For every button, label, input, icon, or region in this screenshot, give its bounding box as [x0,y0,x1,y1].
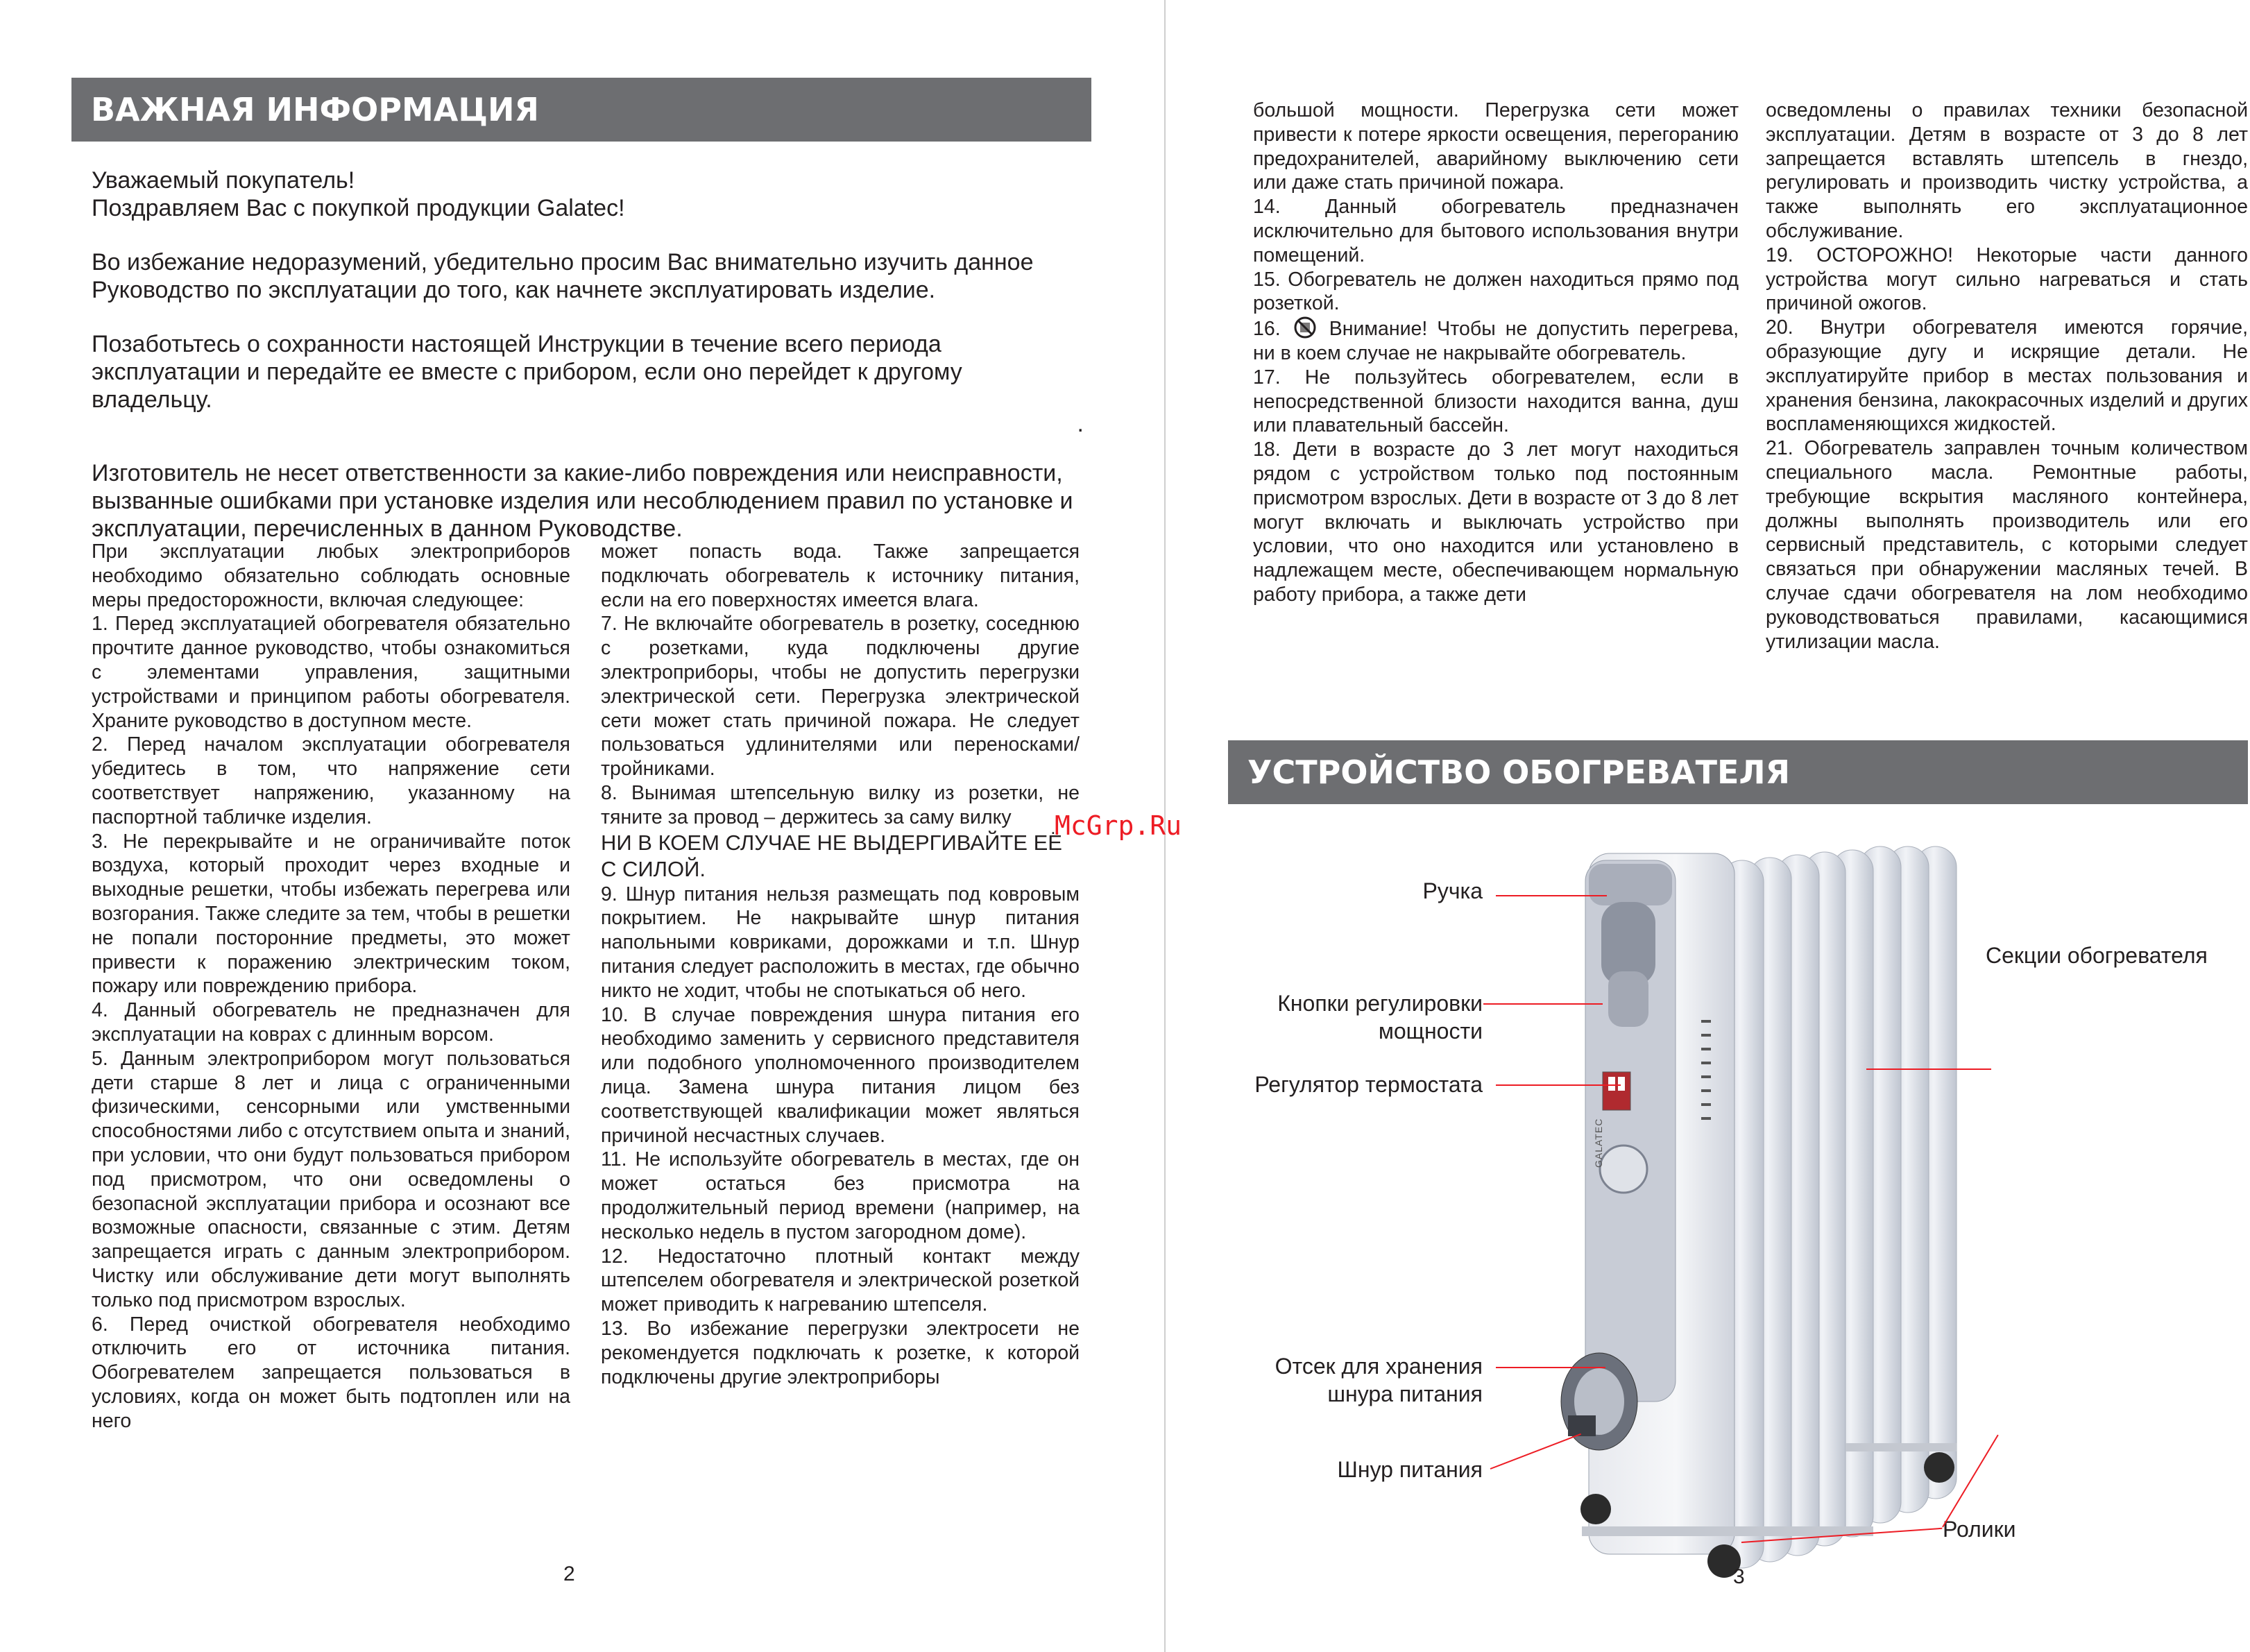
intro-block [92,167,1084,543]
label-sections: Секции обогревателя [1986,943,2208,968]
col1-item: 1. Перед эксплуатацией обогревателя обязательно прочтите данное руководство, чтобы ознакомиться с элементами управления, защитными устройствами и принципом работы обогревателя. Храните руководство в доступном месте. [92,613,570,732]
col1-item: 5. Данным электроприбором могут пользоваться дети старше 8 лет и лица с ограниченными физическими, сенсорными или умственными способностями либо с отсутствием опыта и знаний, при условии, что они будут пользоваться прибором под присмотром, что они осведомлены о безопасной эксплуатации прибора и осознают все возможные опасности, связанные с этим. Детям запрещается играть с данным электроприбором. Чистку или обслуживание дети могут выполнять только под присмотром взрослых. [92,1047,570,1311]
col2-item: 8. Вынимая штепсельную вилку из розетки, не тяните за провод – держитесь за саму вилку [601,781,1080,828]
col2-item: 7. Не включайте обогреватель в розетку, соседнюю с розетками, куда подключены другие электроприборы, чтобы не допустить перегрузки электрической сети. Перегрузка электрической сети может стать причиной пожара. Не следует пользоваться удлинителями или переносками/тройниками. [601,613,1080,781]
col1-item: 2. Перед началом эксплуатации обогревателя убедитесь в том, что напряжение сети соответствует напряжению, указанному на паспортной табличке изделия. [92,733,570,828]
label-cord-storage-line-1: Отсек для хранения [1275,1354,1483,1379]
label-cord: Шнур питания [1337,1457,1483,1482]
safety-column-4 [1766,99,2248,654]
col4-item: 20. Внутри обогревателя имеются горячие, образующие дугу и искрящие детали. Не эксплуатируйте прибор в местах пользования и хранения бензина, лакокрасочных изделий и других воспламеняющихся жидкостей. [1766,316,2248,436]
page-number-right: 3 [1733,1565,1745,1588]
col1-item: 3. Не перекрывайте и не ограничивайте поток воздуха, который проходит через входные и выходные решетки, чтобы избежать перегрева или возгорания. Также следите за тем, чтобы в решетки не попали посторонние предметы, это может привести к поражению электрическим током, пожару или повреждению прибора. [92,830,570,998]
item16-number: 16. [1253,318,1281,341]
col2-item: 13. Во избежание перегрузки электросети не рекомендуется подключать к розетке, к которой подключены другие электроприборы [601,1317,1080,1388]
leader-handle [1496,895,1607,896]
intro-dot: . [1077,411,1084,437]
col1-item: 6. Перед очисткой обогревателя необходимо отключить его от источника питания. Обогревателем запрещается пользоваться в условиях, когда он может быть подтоплен или на него [92,1313,570,1432]
label-cord-storage-line-2: шнура питания [1327,1381,1483,1406]
safety-column-1 [92,540,570,1433]
label-thermostat: Регулятор термостата [1254,1072,1483,1097]
col3-item: большой мощности. Перегрузка сети может привести к потере яркости освещения, перегоранию предохранителей, аварийному выключению сети или даже стать причиной пожара. [1253,99,1739,194]
col2-item: может попасть вода. Также запрещается подключать обогреватель к источнику питания, если на его поверхностях имеется влага. [601,540,1080,611]
col3-item: 17. Не пользуйтесь обогревателем, если в непосредственной близости находится ванна, душ или плавательный бассейн. [1253,366,1739,437]
brand-logo: GALATEC [1593,1118,1604,1168]
label-cord-storage [1275,1352,1483,1408]
safety-column-3 [1253,99,1739,607]
col2-item: 12. Недостаточно плотный контакт между штепселем обогревателя и электрической розеткой может приводить к нагреванию штепселя. [601,1245,1080,1316]
label-handle: Ручка [1422,878,1483,903]
col3-item: 15. Обогреватель не должен находиться прямо под розеткой. [1253,268,1739,315]
greeting-line-1: Уважаемый покупатель! [92,167,355,194]
col3-item: 14. Данный обогреватель предназначен исключительно для бытового использования внутри помещений. [1253,196,1739,266]
col4-item: осведомлены о правилах техники безопасной эксплуатации. Детям в возрасте от 3 до 8 лет запрещается вставлять штепсель в гнездо, регулировать и производить чистку устройства, а также выполнять его эксплуатационное обслуживание. [1766,99,2248,242]
intro-paragraph-3: Изготовитель не несет ответственности за какие-либо повреждения или неисправности, вызванные ошибками при установке изделия или несоблюдением правил по установке и эксплуатации, перечисленных в данном Руководстве. [92,460,1073,542]
col2-item: 10. В случае повреждения шнура питания его необходимо заменить у сервисного представителя или подобного уполномоченного производителем лица. Замена шнура питания лицом без соответствующей квалификации может являться причиной несчастных случаев. [601,1003,1080,1147]
intro-paragraph-1: Во избежание недоразумений, убедительно просим Вас внимательно изучить данное Руководство по эксплуатации до того, как начнете эксплуатировать изделие. [92,249,1034,303]
label-power-buttons-line-1: Кнопки регулировки [1277,991,1483,1016]
important-info-header: ВАЖНАЯ ИНФОРМАЦИЯ [71,78,1091,142]
device-structure-header: УСТРОЙСТВО ОБОГРЕВАТЕЛЯ [1228,740,2248,804]
do-not-cover-icon [1293,316,1317,339]
safety-column-2 [601,540,1080,1389]
col3-item-16 [1253,316,1739,366]
col4-item: 21. Обогреватель заправлен точным количеством специального масла. Ремонтные работы, требующие вскрытия масляного контейнера, должны выполнять производитель или его сервисный представитель, с которыми следует связаться при обнаружении масляных течей. В случае сдачи обогревателя на лом необходимо руководствоваться правилами, касающимися утилизации масла. [1766,437,2248,653]
label-power-buttons-line-2: мощности [1378,1019,1483,1044]
col2-caps-warning: НИ В КОЕМ СЛУЧАЕ НЕ ВЫДЕРГИВАЙТЕ ЕЁ С СИЛОЙ. [601,830,1062,881]
col1-item: 4. Данный обогреватель не предназначен для эксплуатации на коврах с длинным ворсом. [92,999,570,1046]
col3-item: 18. Дети в возрасте до 3 лет могут находиться рядом с устройством только под постоянным присмотром взрослых. Дети в возрасте от 3 до 8 лет могут включать и выключать устройство при условии, что оно находится или установлено в надлежащем месте, обеспечивающем нормальную работу прибора, а также дети [1253,438,1739,606]
col2-item: 11. Не используйте обогреватель в местах, где он может остаться без присмотра на продолжительный период времени (например, на несколько недель в пустом загородном доме). [601,1148,1080,1243]
page-number-left: 2 [563,1562,575,1585]
label-power-buttons [1277,989,1483,1045]
heater-illustration [1554,833,1984,1582]
greeting-line-2: Поздравляем Вас с покупкой продукции Galatec! [92,195,625,221]
col2-item: 9. Шнур питания нельзя размещать под ковровым покрытием. Не накрывайте шнур питания напольными ковриками, дорожками и т.п. Шнур питания следует расположить в местах, где обычно никто не ходит, чтобы не спотыкаться об него. [601,883,1080,1002]
col1-item: При эксплуатации любых электроприборов необходимо обязательно соблюдать основные меры предосторожности, включая следующее: [92,540,570,611]
item16-text: Внимание! Чтобы не допустить перегрева, ни в коем случае не накрывайте обогреватель. [1253,318,1739,364]
watermark: McGrp.Ru [1055,810,1182,841]
leader-thermostat [1496,1084,1621,1086]
leader-cord-storage [1496,1367,1605,1368]
intro-paragraph-2: Позаботьтесь о сохранности настоящей Инструкции в течение всего периода эксплуатации и передайте ее вместе с прибором, если оно перейдет к другому владельцу. [92,331,962,413]
leader-sections [1866,1068,1991,1070]
leader-power-buttons [1483,1003,1603,1005]
col4-item: 19. ОСТОРОЖНО! Некоторые части данного устройства могут сильно нагреваться и стать причиной ожогов. [1766,244,2248,315]
label-wheels: Ролики [1943,1517,2016,1542]
